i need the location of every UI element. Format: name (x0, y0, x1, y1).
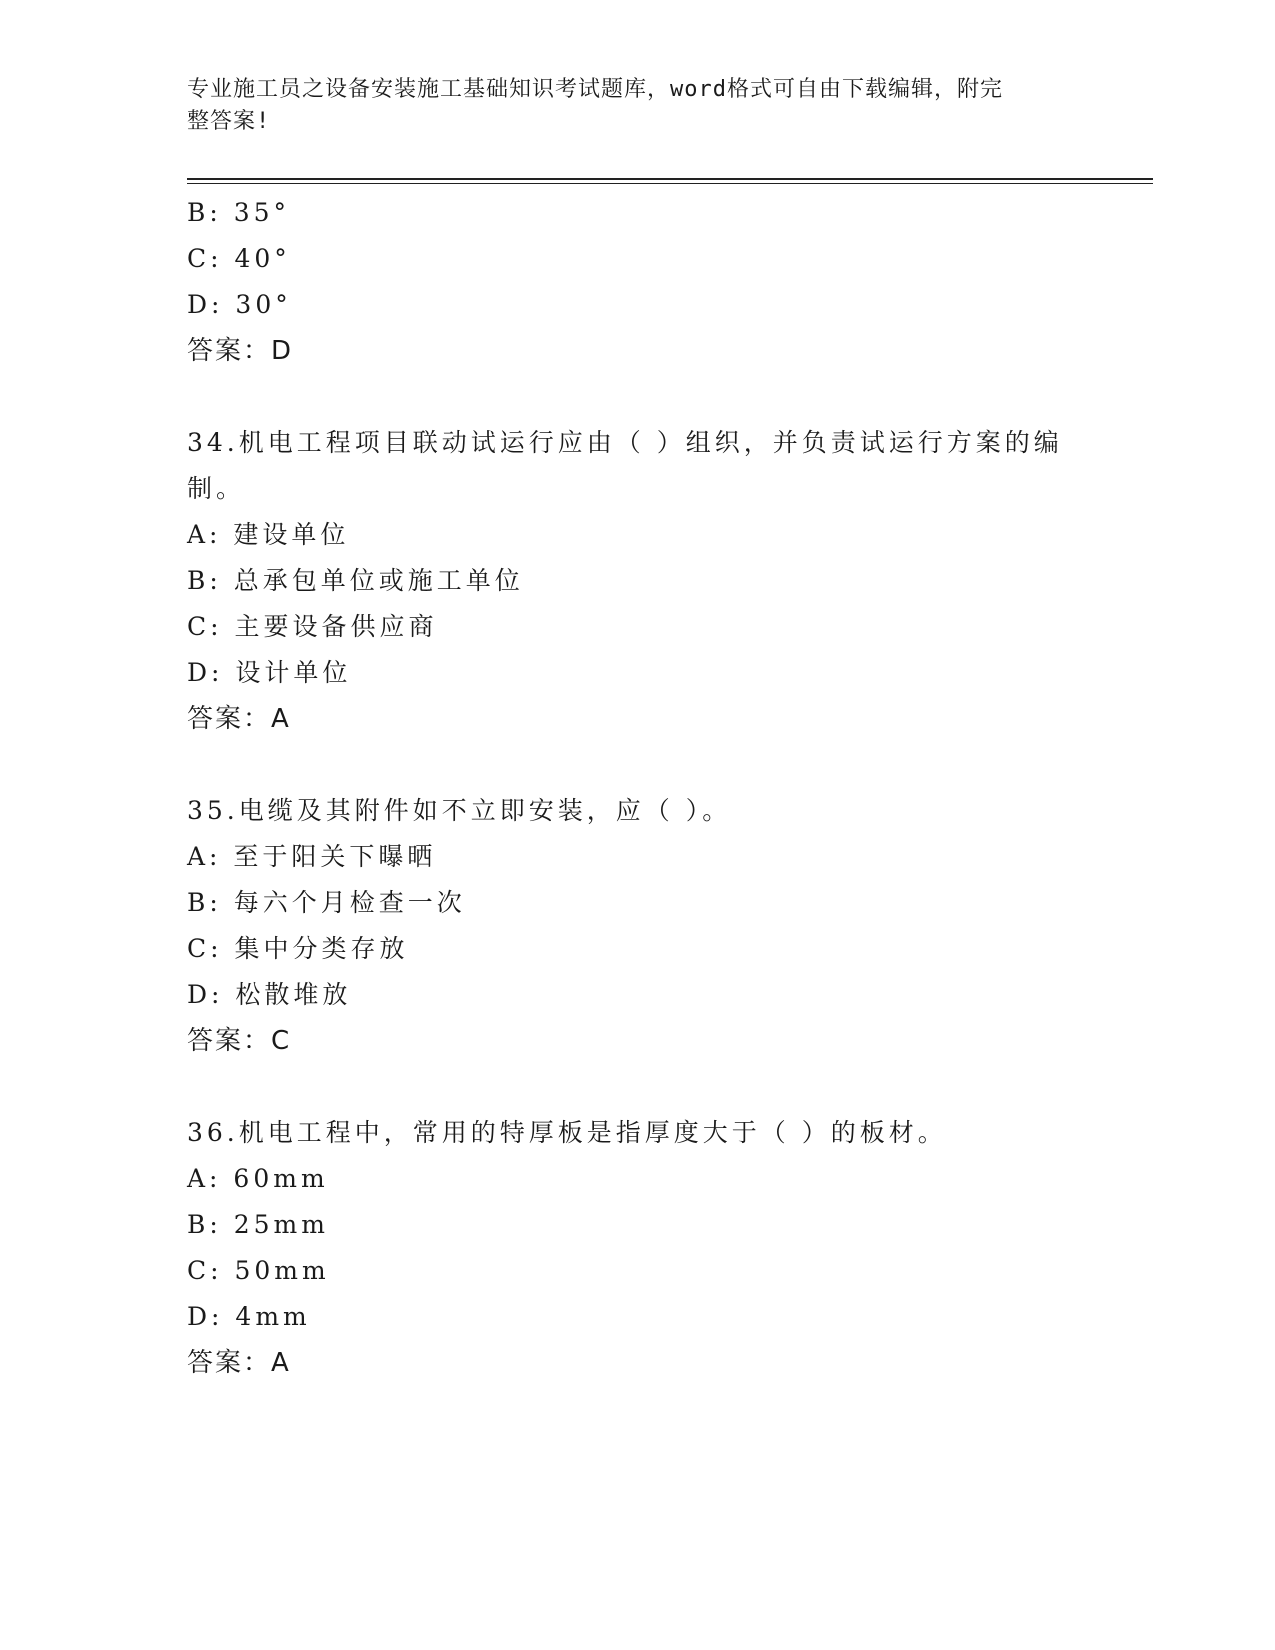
question-33-continued (187, 190, 1087, 374)
option-d: D: 松散堆放 (187, 980, 352, 1009)
document-header (187, 74, 1067, 138)
answer-line: 答案：D (187, 336, 294, 366)
question-stem-line: 34.机电工程项目联动试运行应由（ ）组织，并负责试运行方案的编 (187, 428, 1063, 457)
option-b: B: 总承包单位或施工单位 (187, 566, 524, 595)
option-a: A: 至于阳关下曝晒 (187, 842, 437, 871)
option-a: A: 建设单位 (187, 520, 350, 549)
option-c: C: 50mm (187, 1256, 330, 1285)
option-a: A: 60mm (187, 1164, 329, 1193)
answer-line: 答案：A (187, 1348, 291, 1378)
option-c: C: 集中分类存放 (187, 934, 409, 963)
option-d: D: 4mm (187, 1302, 311, 1331)
header-divider-thick (187, 178, 1153, 180)
option-c: C: 40° (187, 244, 291, 273)
question-36 (187, 1110, 1087, 1386)
question-34 (187, 420, 1087, 742)
question-stem-line: 35.电缆及其附件如不立即安装，应（ ）。 (187, 796, 732, 825)
question-stem-line: 制。 (187, 474, 246, 503)
option-d: D: 设计单位 (187, 658, 352, 687)
question-list (187, 190, 1087, 1386)
answer-line: 答案：A (187, 704, 291, 734)
question-stem-line: 36.机电工程中，常用的特厚板是指厚度大于（ ）的板材。 (187, 1118, 947, 1147)
question-spacer (187, 742, 1087, 788)
option-b: B: 35° (187, 198, 291, 227)
option-b: B: 25mm (187, 1210, 329, 1239)
question-35 (187, 788, 1087, 1064)
answer-line: 答案：C (187, 1026, 292, 1056)
question-spacer (187, 1064, 1087, 1110)
option-b: B: 每六个月检查一次 (187, 888, 466, 917)
header-title-line-2: 整答案! (187, 109, 271, 134)
question-spacer (187, 374, 1087, 420)
option-d: D: 30° (187, 290, 292, 319)
header-divider-thin (187, 183, 1153, 184)
option-c: C: 主要设备供应商 (187, 612, 438, 641)
header-title-line-1: 专业施工员之设备安装施工基础知识考试题库，word格式可自由下载编辑，附完 (187, 77, 1003, 102)
